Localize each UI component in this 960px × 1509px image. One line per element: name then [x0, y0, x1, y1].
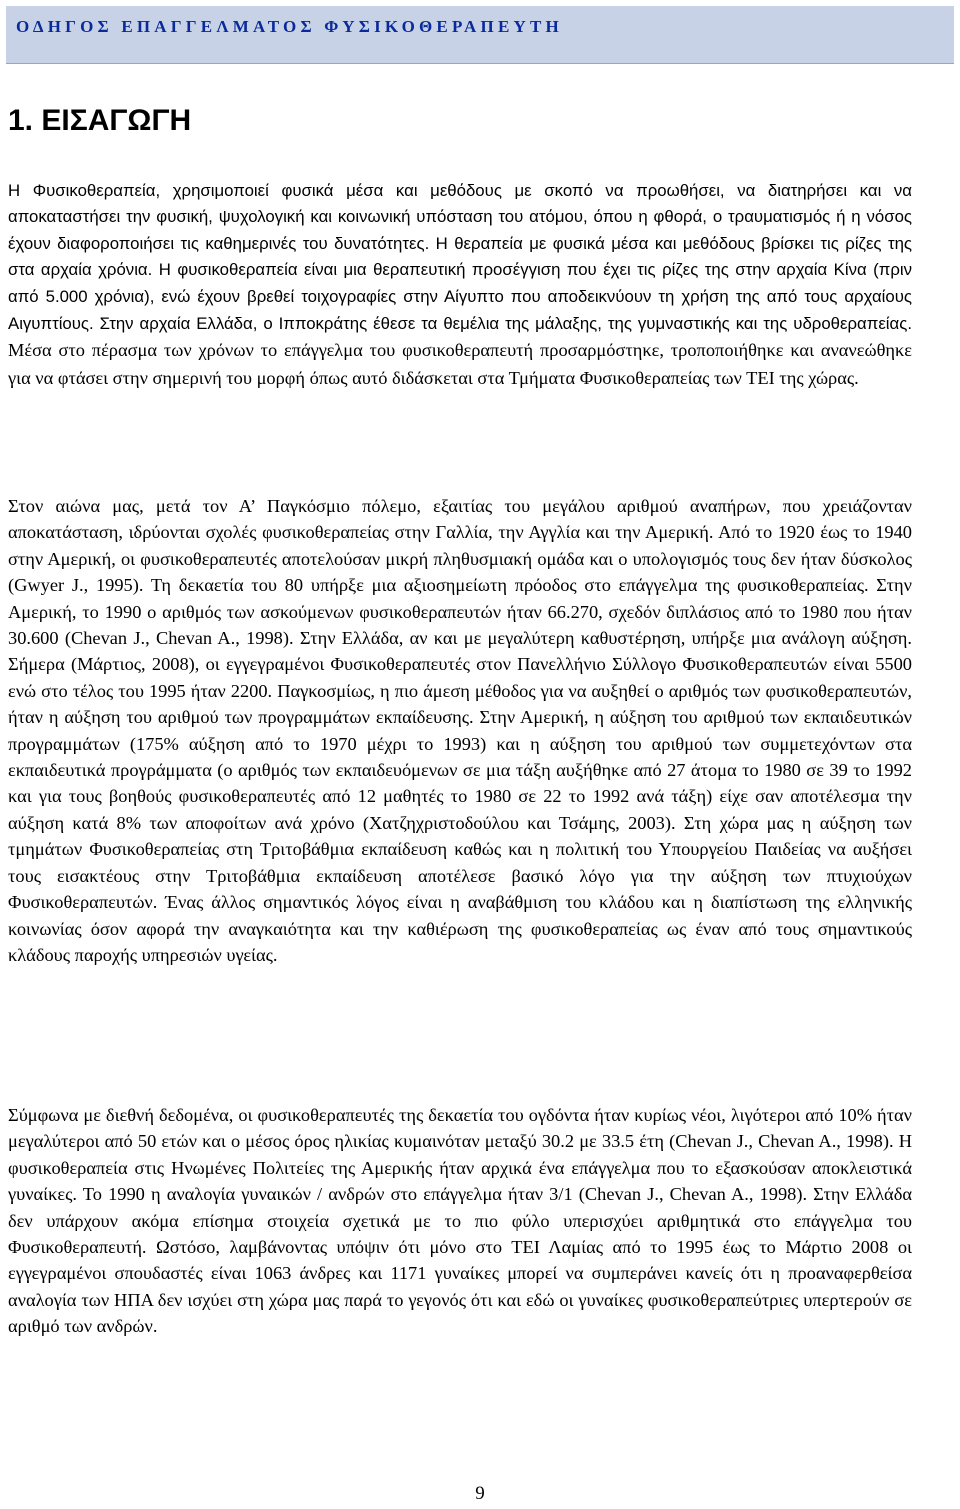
- running-header-title: ΟΔΗΓΟΣ ΕΠΑΓΓΕΛΜΑΤΟΣ ΦΥΣΙΚΟΘΕΡΑΠΕΥΤΗ: [16, 17, 563, 36]
- page-number: 9: [475, 1483, 485, 1504]
- intro-paragraph-sans-part: Η Φυσικοθεραπεία, χρησιμοποιεί φυσικά μέσα και μεθόδους με σκοπό να προωθήσει, να διατηρήσει και να αποκαταστήσει την φυσική, ψυχολογική και κοινωνική υπόσταση του ατόμου, όπου η φθορά, ο τραυματισμός ή η νόσος έχουν διαφοροποιήσει τις καθημερινές του δυνατότητες. Η θεραπεία με φυσικά μέσα και μεθόδους βρίσκει τις ρίζες της στα αρχαία χρόνια. Η φυσικοθεραπεία είναι μια θεραπευτική προσέγγιση που έχει τις ρίζες της στην αρχαία Κίνα (πριν από 5.000 χρόνια), ενώ έχουν βρεθεί τοιχογραφίες στην Αίγυπτο που αποδεικνύουν τη χρήση της από τους αρχαίους Αιγυπτίους. Στην αρχαία Ελλάδα, ο Ιπποκράτης έθεσε τα θεμέλια της μάλαξης, της γυμναστικής και της υδροθεραπείας.: [8, 181, 912, 334]
- demographics-paragraph: Σύμφωνα με διεθνή δεδομένα, οι φυσικοθεραπευτές της δεκαετία του ογδόντα ήταν κυρίως νέοι, λιγότεροι από 10% ήταν μεγαλύτεροι από 50 ετών και ο μέσος όρος ηλικίας κυμαινόταν μεταξύ 30.2 με 33.5 έτη (Chevan J., Chevan A., 1998). Η φυσικοθεραπεία στις Ηνωμένες Πολιτείες της Αμερικής ήταν αρχικά ένα επάγγελμα που το εξασκούσαν αποκλειστικά γυναίκες. Το 1990 η αναλογία γυναικών / ανδρών στο επάγγελμα ήταν 3/1 (Chevan J., Chevan A., 1998). Στην Ελλάδα δεν υπάρχουν ακόμα επίσημα στοιχεία σχετικά με το πιο φύλο υπερισχύει αριθμητικά στο επάγγελμα του Φυσικοθεραπευτή. Ωστόσο, λαμβάνοντας υπόψιν ότι μόνο στο ΤΕΙ Λαμίας από το 1995 έως το Μάρτιο 2008 οι εγγεγραμένοι σπουδαστές είναι 1063 άνδρες και 1171 γυναίκες μπορεί να συμπεράνει κανείς ότι η προαναφερθείσα αναλογία των ΗΠΑ δεν ισχύει στη χώρα μας παρά το γεγονός ότι και εδώ οι γυναίκες φυσικοθεραπεύτριες υπερτερούν σε αριθμό των ανδρών.: [8, 1105, 912, 1337]
- history-paragraph: Στον αιώνα μας, μετά τον Α’ Παγκόσμιο πόλεμο, εξαιτίας του μεγάλου αριθμού αναπήρων, που χρειάζονταν αποκατάσταση, ιδρύονται σχολές φυσικοθεραπείας στην Γαλλία, την Αγγλία και την Αμερική. Από το 1920 έως το 1940 στην Αμερική, οι φυσικοθεραπευτές αποτελούσαν μικρή πληθυσμιακή ομάδα και ο υπολογισμός τους δεν ήταν δύσκολος (Gwyer J., 1995). Τη δεκαετία του 80 υπήρξε μια αξιοσημείωτη πρόοδος στο επάγγελμα της φυσικοθεραπείας. Στην Αμερική, το 1990 ο αριθμός των ασκούμενων φυσικοθεραπευτών ήταν 66.270, σχεδόν διπλάσιος από το 1980 που ήταν 30.600 (Chevan J., Chevan A., 1998). Στην Ελλάδα, αν και με μεγαλύτερη καθυστέρηση, υπήρξε μια ανάλογη αύξηση. Σήμερα (Μάρτιος, 2008), οι εγγεγραμένοι Φυσικοθεραπευτές στον Πανελλήνιο Σύλλογο Φυσικοθεραπευτών είναι 5500 ενώ στο τέλος του 1995 ήταν 2200. Παγκοσμίως, η πιο άμεση μέθοδος για να αυξηθεί ο αριθμός των φυσικοθεραπευτών, ήταν η αύξηση του αριθμού των προγραμμάτων εκπαίδευσης. Στην Αμερική, η αύξηση του αριθμού των εκπαιδευτικών προγραμμάτων (175% αύξηση από το 1970 μέχρι το 1993) και η αύξηση του αριθμού των συμμετεχόντων στα εκπαιδευτικά προγράμματα (ο αριθμός των εκπαιδευόμενων σε μια τάξη αυξήθηκε από 27 άτομα το 1980 σε 39 το 1992 και για τους βοηθούς φυσικοθεραπευτές από 12 μαθητές το 1980 σε 22 το 1992 ανά τάξη) είχε σαν αποτέλεσμα την αύξηση κατά 8% των αποφοίτων ανά χρόνο (Χατζηχριστοδούλου και Τσάμης, 2003). Στη χώρα μας η αύξηση των τμημάτων Φυσικοθεραπείας στη Τριτοβάθμια εκπαίδευση καθώς και η πολιτική του Υπουργείου Παιδείας να αυξήσει τους εισακτέους στην Τριτοβάθμια εκπαίδευση αποτέλεσε βασικό λόγο για την αύξηση των πτυχιούχων Φυσικοθεραπευτών. Ένας άλλος σημαντικός λόγος είναι η αναβάθμιση του κλάδου και η διαπίστωση της ελληνικής κοινωνίας όσον αφορά την αναγκαιότητα και την καθιέρωση της φυσικοθεραπείας ως έναν από τους σημαντικούς κλάδους παροχής υπηρεσιών υγείας.: [8, 496, 912, 965]
- chapter-title: 1. ΕΙΣΑΓΩΓΗ: [8, 104, 192, 137]
- running-header-band: [6, 6, 954, 64]
- intro-paragraph: [8, 178, 912, 392]
- intro-paragraph-serif-part: Μέσα στο πέρασμα των χρόνων το επάγγελμα του φυσικοθεραπευτή προσαρμόστηκε, τροποποιήθηκε και ανανεώθηκε για να φτάσει στην σημερινή του μορφή όπως αυτό διδάσκεται στα Τμήματα Φυσικοθεραπείας των ΤΕΙ της χώρας.: [8, 340, 912, 388]
